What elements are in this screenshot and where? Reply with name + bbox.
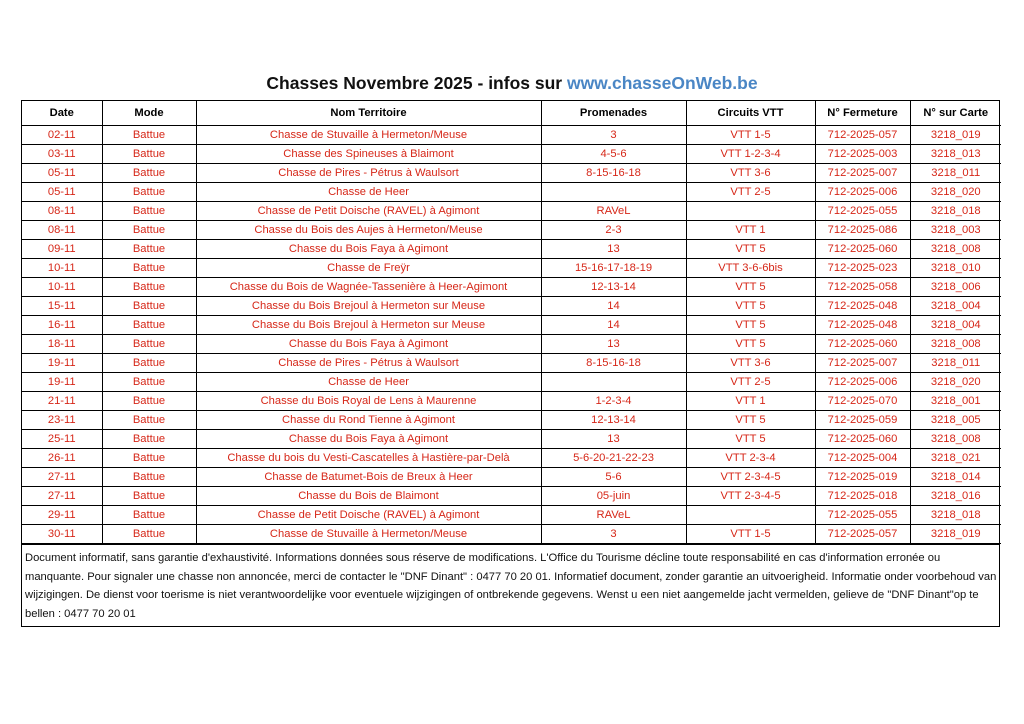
cell-mode: Battue <box>102 259 196 278</box>
cell-date: 18-11 <box>22 335 102 354</box>
table-row <box>22 183 1001 202</box>
table-row <box>22 240 1001 259</box>
cell-mode: Battue <box>102 430 196 449</box>
cell-mode: Battue <box>102 202 196 221</box>
cell-mtb-circuits: VTT 3-6 <box>686 354 815 373</box>
cell-mtb-circuits: VTT 1-5 <box>686 126 815 145</box>
cell-territory: Chasse du Bois Faya à Agimont <box>196 430 541 449</box>
cell-mtb-circuits: VTT 5 <box>686 335 815 354</box>
cell-mode: Battue <box>102 468 196 487</box>
column-header-territory: Nom Territoire <box>196 101 541 126</box>
cell-mode: Battue <box>102 373 196 392</box>
cell-mode: Battue <box>102 335 196 354</box>
cell-walks: 3 <box>541 126 686 145</box>
cell-date: 19-11 <box>22 354 102 373</box>
cell-walks: 4-5-6 <box>541 145 686 164</box>
table-row <box>22 297 1001 316</box>
cell-mode: Battue <box>102 487 196 506</box>
cell-map-number: 3218_019 <box>910 126 1001 145</box>
table-row <box>22 354 1001 373</box>
cell-closure-number: 712-2025-007 <box>815 164 910 183</box>
column-header-date: Date <box>22 101 102 126</box>
cell-mtb-circuits: VTT 2-3-4-5 <box>686 468 815 487</box>
cell-mtb-circuits: VTT 1-5 <box>686 525 815 544</box>
cell-walks: 5-6-20-21-22-23 <box>541 449 686 468</box>
table-row <box>22 392 1001 411</box>
cell-walks: 3 <box>541 525 686 544</box>
cell-walks: 12-13-14 <box>541 411 686 430</box>
cell-map-number: 3218_013 <box>910 145 1001 164</box>
cell-territory: Chasse du Bois de Wagnée-Tassenière à Heer-Agimont <box>196 278 541 297</box>
cell-territory: Chasse du Bois Faya à Agimont <box>196 335 541 354</box>
cell-closure-number: 712-2025-057 <box>815 126 910 145</box>
cell-mtb-circuits: VTT 2-5 <box>686 183 815 202</box>
cell-map-number: 3218_008 <box>910 240 1001 259</box>
cell-walks: 5-6 <box>541 468 686 487</box>
table-row <box>22 430 1001 449</box>
cell-date: 19-11 <box>22 373 102 392</box>
cell-date: 25-11 <box>22 430 102 449</box>
cell-date: 05-11 <box>22 183 102 202</box>
table-row <box>22 126 1001 145</box>
cell-closure-number: 712-2025-006 <box>815 373 910 392</box>
cell-mtb-circuits: VTT 1 <box>686 221 815 240</box>
cell-closure-number: 712-2025-058 <box>815 278 910 297</box>
cell-walks: 13 <box>541 335 686 354</box>
table-row <box>22 335 1001 354</box>
cell-date: 23-11 <box>22 411 102 430</box>
cell-date: 08-11 <box>22 221 102 240</box>
table-row <box>22 487 1001 506</box>
cell-date: 26-11 <box>22 449 102 468</box>
cell-mode: Battue <box>102 525 196 544</box>
table-row <box>22 221 1001 240</box>
cell-mode: Battue <box>102 183 196 202</box>
table-row <box>22 525 1001 544</box>
column-header-map-number: N° sur Carte <box>910 101 1001 126</box>
cell-map-number: 3218_001 <box>910 392 1001 411</box>
cell-mtb-circuits: VTT 3-6-6bis <box>686 259 815 278</box>
cell-map-number: 3218_018 <box>910 506 1001 525</box>
cell-walks: 14 <box>541 297 686 316</box>
cell-closure-number: 712-2025-048 <box>815 297 910 316</box>
cell-walks: 05-juin <box>541 487 686 506</box>
cell-mtb-circuits: VTT 1-2-3-4 <box>686 145 815 164</box>
cell-mode: Battue <box>102 297 196 316</box>
cell-map-number: 3218_008 <box>910 430 1001 449</box>
cell-map-number: 3218_021 <box>910 449 1001 468</box>
cell-territory: Chasse des Spineuses à Blaimont <box>196 145 541 164</box>
page-title <box>0 73 1024 94</box>
cell-closure-number: 712-2025-055 <box>815 202 910 221</box>
table-row <box>22 468 1001 487</box>
cell-date: 08-11 <box>22 202 102 221</box>
cell-date: 10-11 <box>22 259 102 278</box>
table-row <box>22 316 1001 335</box>
cell-date: 21-11 <box>22 392 102 411</box>
table-row <box>22 164 1001 183</box>
cell-mtb-circuits: VTT 5 <box>686 297 815 316</box>
cell-map-number: 3218_005 <box>910 411 1001 430</box>
cell-closure-number: 712-2025-070 <box>815 392 910 411</box>
cell-walks: 13 <box>541 430 686 449</box>
table-row <box>22 202 1001 221</box>
table-row <box>22 259 1001 278</box>
cell-mode: Battue <box>102 164 196 183</box>
cell-map-number: 3218_008 <box>910 335 1001 354</box>
cell-map-number: 3218_019 <box>910 525 1001 544</box>
column-header-closure-number: N° Fermeture <box>815 101 910 126</box>
cell-map-number: 3218_016 <box>910 487 1001 506</box>
cell-walks: 12-13-14 <box>541 278 686 297</box>
cell-walks: 8-15-16-18 <box>541 164 686 183</box>
cell-mode: Battue <box>102 145 196 164</box>
cell-walks <box>541 373 686 392</box>
cell-mtb-circuits: VTT 3-6 <box>686 164 815 183</box>
cell-closure-number: 712-2025-060 <box>815 335 910 354</box>
cell-mode: Battue <box>102 221 196 240</box>
column-header-mode: Mode <box>102 101 196 126</box>
cell-date: 27-11 <box>22 468 102 487</box>
cell-mtb-circuits: VTT 2-5 <box>686 373 815 392</box>
cell-mtb-circuits: VTT 5 <box>686 411 815 430</box>
table-row <box>22 145 1001 164</box>
cell-map-number: 3218_003 <box>910 221 1001 240</box>
cell-closure-number: 712-2025-004 <box>815 449 910 468</box>
cell-closure-number: 712-2025-060 <box>815 430 910 449</box>
cell-mode: Battue <box>102 506 196 525</box>
cell-mtb-circuits: VTT 5 <box>686 430 815 449</box>
cell-map-number: 3218_004 <box>910 297 1001 316</box>
cell-territory: Chasse de Heer <box>196 373 541 392</box>
cell-territory: Chasse de Freÿr <box>196 259 541 278</box>
table-row <box>22 278 1001 297</box>
cell-date: 03-11 <box>22 145 102 164</box>
cell-date: 29-11 <box>22 506 102 525</box>
column-header-walks: Promenades <box>541 101 686 126</box>
cell-date: 09-11 <box>22 240 102 259</box>
cell-date: 30-11 <box>22 525 102 544</box>
cell-map-number: 3218_014 <box>910 468 1001 487</box>
cell-date: 27-11 <box>22 487 102 506</box>
hunt-schedule-sheet <box>21 100 1000 627</box>
cell-territory: Chasse de Stuvaille à Hermeton/Meuse <box>196 525 541 544</box>
cell-territory: Chasse de Pires - Pétrus à Waulsort <box>196 354 541 373</box>
cell-closure-number: 712-2025-003 <box>815 145 910 164</box>
cell-territory: Chasse de Stuvaille à Hermeton/Meuse <box>196 126 541 145</box>
cell-walks: 2-3 <box>541 221 686 240</box>
cell-territory: Chasse du Bois des Aujes à Hermeton/Meuse <box>196 221 541 240</box>
cell-mode: Battue <box>102 449 196 468</box>
cell-mtb-circuits: VTT 2-3-4 <box>686 449 815 468</box>
cell-mode: Battue <box>102 316 196 335</box>
cell-walks: 13 <box>541 240 686 259</box>
table-row <box>22 449 1001 468</box>
cell-walks: RAVeL <box>541 202 686 221</box>
cell-walks: 1-2-3-4 <box>541 392 686 411</box>
website-link[interactable]: www.chasseOnWeb.be <box>566 73 758 93</box>
title-text: Chasses Novembre 2025 - infos sur <box>266 73 567 93</box>
cell-mtb-circuits <box>686 202 815 221</box>
cell-closure-number: 712-2025-018 <box>815 487 910 506</box>
cell-territory: Chasse du Rond Tienne à Agimont <box>196 411 541 430</box>
cell-walks: RAVeL <box>541 506 686 525</box>
cell-closure-number: 712-2025-057 <box>815 525 910 544</box>
cell-territory: Chasse du Bois de Blaimont <box>196 487 541 506</box>
cell-walks <box>541 183 686 202</box>
cell-mode: Battue <box>102 392 196 411</box>
cell-mode: Battue <box>102 240 196 259</box>
cell-mode: Battue <box>102 354 196 373</box>
cell-walks: 15-16-17-18-19 <box>541 259 686 278</box>
cell-closure-number: 712-2025-006 <box>815 183 910 202</box>
cell-mtb-circuits <box>686 506 815 525</box>
cell-territory: Chasse du bois du Vesti-Cascatelles à Hastière-par-Delà <box>196 449 541 468</box>
cell-territory: Chasse du Bois Royal de Lens à Maurenne <box>196 392 541 411</box>
hunt-schedule-table <box>22 101 1001 544</box>
cell-mode: Battue <box>102 278 196 297</box>
cell-walks: 14 <box>541 316 686 335</box>
cell-map-number: 3218_006 <box>910 278 1001 297</box>
table-row <box>22 373 1001 392</box>
cell-closure-number: 712-2025-048 <box>815 316 910 335</box>
cell-map-number: 3218_018 <box>910 202 1001 221</box>
cell-date: 05-11 <box>22 164 102 183</box>
cell-date: 10-11 <box>22 278 102 297</box>
column-header-mtb-circuits: Circuits VTT <box>686 101 815 126</box>
cell-closure-number: 712-2025-055 <box>815 506 910 525</box>
cell-mode: Battue <box>102 411 196 430</box>
cell-mtb-circuits: VTT 5 <box>686 240 815 259</box>
cell-mtb-circuits: VTT 1 <box>686 392 815 411</box>
cell-map-number: 3218_004 <box>910 316 1001 335</box>
cell-territory: Chasse du Bois Faya à Agimont <box>196 240 541 259</box>
cell-walks: 8-15-16-18 <box>541 354 686 373</box>
cell-map-number: 3218_020 <box>910 183 1001 202</box>
cell-closure-number: 712-2025-086 <box>815 221 910 240</box>
cell-map-number: 3218_010 <box>910 259 1001 278</box>
cell-closure-number: 712-2025-007 <box>815 354 910 373</box>
cell-date: 02-11 <box>22 126 102 145</box>
cell-closure-number: 712-2025-060 <box>815 240 910 259</box>
cell-mtb-circuits: VTT 5 <box>686 278 815 297</box>
cell-mtb-circuits: VTT 2-3-4-5 <box>686 487 815 506</box>
cell-date: 16-11 <box>22 316 102 335</box>
cell-territory: Chasse de Petit Doische (RAVEL) à Agimont <box>196 202 541 221</box>
cell-map-number: 3218_011 <box>910 354 1001 373</box>
cell-territory: Chasse du Bois Brejoul à Hermeton sur Meuse <box>196 297 541 316</box>
cell-map-number: 3218_011 <box>910 164 1001 183</box>
table-row <box>22 506 1001 525</box>
cell-date: 15-11 <box>22 297 102 316</box>
cell-map-number: 3218_020 <box>910 373 1001 392</box>
cell-mtb-circuits: VTT 5 <box>686 316 815 335</box>
cell-territory: Chasse de Pires - Pétrus à Waulsort <box>196 164 541 183</box>
disclaimer-note: Document informatif, sans garantie d'exhaustivité. Informations données sous réserve de modifications. L'Office du Tourisme décline toute responsabilité en cas d'information erronée ou manquante. Pour signaler une chasse non annoncée, merci de contacter le "DNF Dinant" : 0477 70 20 01. Informatief document, zonder garantie an uitvoerigheid. Informatie onder voorbehoud van wijzigingen. De dienst voor toerisme is niet verantwoordelijke voor eventuele wijzigingen of ontbrekende gegevens. Wenst u een niet aangemelde jacht vermelden, gelieve de "DNF Dinant"op te bellen : 0477 70 20 01 <box>22 544 999 626</box>
cell-territory: Chasse de Heer <box>196 183 541 202</box>
cell-closure-number: 712-2025-059 <box>815 411 910 430</box>
header-row <box>22 101 1001 126</box>
table-row <box>22 411 1001 430</box>
cell-closure-number: 712-2025-023 <box>815 259 910 278</box>
cell-mode: Battue <box>102 126 196 145</box>
cell-territory: Chasse de Petit Doische (RAVEL) à Agimont <box>196 506 541 525</box>
cell-closure-number: 712-2025-019 <box>815 468 910 487</box>
cell-territory: Chasse du Bois Brejoul à Hermeton sur Meuse <box>196 316 541 335</box>
cell-territory: Chasse de Batumet-Bois de Breux à Heer <box>196 468 541 487</box>
table-body <box>22 126 1001 544</box>
